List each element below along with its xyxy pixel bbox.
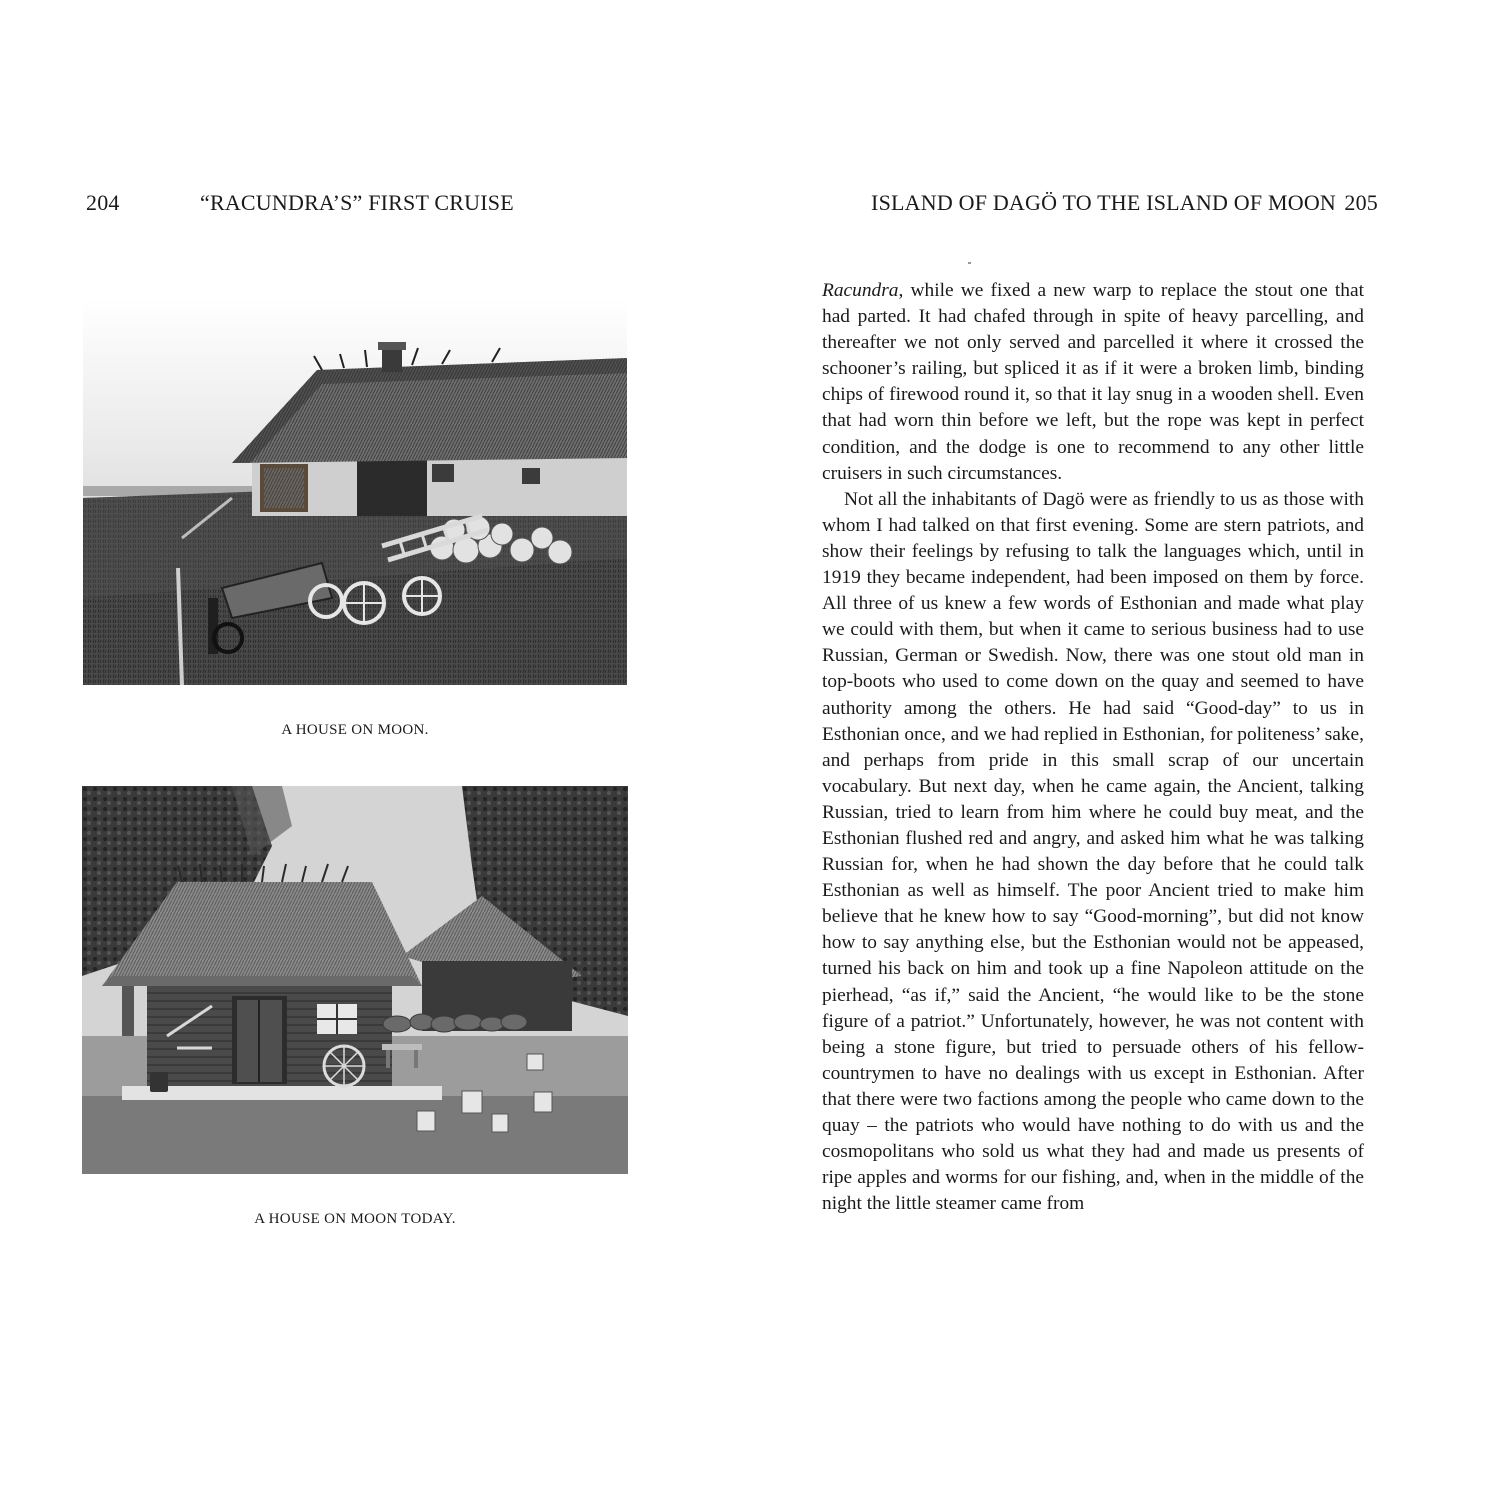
left-page: [0, 0, 740, 1500]
page-number-right: 205: [1344, 190, 1378, 215]
paragraph-2: [822, 487, 1364, 1218]
paragraph-1: [822, 278, 1364, 487]
body-text: [822, 278, 1364, 1217]
right-page: [760, 0, 1500, 1500]
photo-house-on-moon: [82, 298, 628, 686]
ship-name: Racundra: [822, 280, 899, 301]
thatched-farmhouse-photo-icon: [82, 298, 628, 686]
plate-caption-1: A HOUSE ON MOON.: [281, 722, 429, 738]
paragraph-1-text: , while we fixed a new warp to replace the stout one that had parted. It had chafed through in spite of heavy parcelling, and thereafter we not only served and parcelled it where it crossed the schooner’s railing, but spliced it as if it were a broken limb, binding chips of firewood round it, so that it lay snug in a wooden shell. Even that had worn thin before we left, but the rope was kept in perfect condition, and the dodge is one to recommend to any other little cruisers in such circumstances.: [822, 280, 1364, 484]
thatched-wooden-house-photo-icon: [82, 786, 628, 1174]
plate-caption-2: A HOUSE ON MOON TODAY.: [254, 1211, 456, 1227]
paragraph-2-text: Not all the inhabitants of Dagö were as friendly to us as those with whom I had talked on that first evening. Some are stern patriots, and show their feelings by refusing to talk the languages which, until in 1919 they became independent, had been imposed on them by force. All three of us knew a few words of Esthonian and made what play we could with them, but when it came to serious business had to use Russian, German or Swedish. Now, there was one stout old man in top-boots who used to come down on the quay and seemed to have authority among the others. He had said “Good-day” to us in Esthonian once, and we had replied in Esthonian, for politeness’ sake, and perhaps from pride in this small scrap of our uncertain vocabulary. But next day, when he came again, the Ancient, talking Russian, tried to learn from him where he could buy meat, and the Esthonian flushed red and angry, and asked him what he was talking Russian for, when he had shown the day before that he could talk Esthonian as well as himself. The poor Ancient tried to make him believe that he knew how to say “Good-morning”, but did not know how to say anything else, but the Esthonian would not be appeased, turned his back on him and took up a fine Napoleon attitude on the pierhead, “as if,” said the Ancient, “he would like to be the stone figure of a patriot.” Unfortunately, however, he was not content with being a stone figure, but tried to persuade others of his fellow-countrymen to have no dealings with us except in Esthonian. After that there were two factions among the people who came down to the quay – the patriots who would have nothing to do with us and the cosmopolitans who sold us what they had and made us presents of ripe apples and worms for our fishing, and, when in the middle of the night the little steamer came from: [822, 488, 1364, 1215]
running-head-left: “RACUNDRA’S” FIRST CRUISE: [200, 190, 514, 215]
photo-house-on-moon-today: [82, 786, 628, 1174]
page-number-left: 204: [86, 190, 120, 215]
running-head-right: ISLAND OF DAGÖ TO THE ISLAND OF MOON: [871, 190, 1336, 215]
